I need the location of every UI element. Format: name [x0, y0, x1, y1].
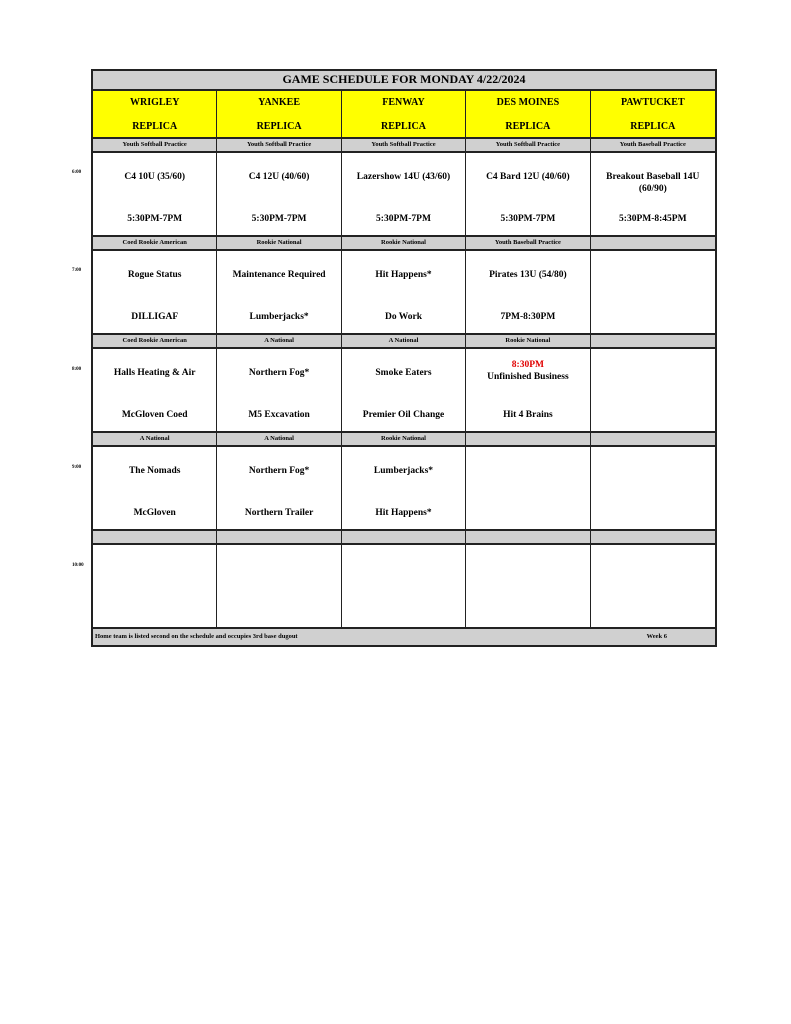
game-row: [91, 545, 717, 629]
game-cell: [217, 349, 341, 433]
game-cell: [93, 349, 217, 433]
home-team: Hit Happens*: [375, 508, 432, 518]
game-cell: [217, 153, 341, 237]
field-name: WRIGLEY: [129, 97, 180, 108]
division-label: Rookie National: [342, 433, 466, 447]
division-label-row: [91, 531, 717, 545]
division-label-row: [91, 335, 717, 349]
field-header-yankee: [217, 91, 341, 139]
field-header-row: [91, 91, 717, 139]
time-slots: [91, 139, 717, 629]
home-team: Premier Oil Change: [362, 410, 445, 420]
game-cell: [591, 545, 715, 629]
game-cell: [217, 447, 341, 531]
away-team: Smoke Eaters: [375, 368, 432, 378]
away-team: Lazershow 14U (43/60): [356, 172, 451, 182]
division-label: Youth Softball Practice: [466, 139, 590, 153]
division-label: [466, 531, 590, 545]
schedule-footer: [91, 629, 717, 647]
field-sub: REPLICA: [505, 121, 551, 132]
game-cell: [342, 447, 466, 531]
game-cell: [466, 349, 590, 433]
home-team: Lumberjacks*: [249, 312, 309, 322]
home-team: 5:30PM-7PM: [376, 214, 431, 224]
time-slot-label: 7:00: [72, 268, 82, 273]
home-team: DILLIGAF: [131, 312, 179, 322]
field-sub: REPLICA: [630, 121, 676, 132]
game-cell: [591, 153, 715, 237]
game-cell: [217, 251, 341, 335]
field-sub: REPLICA: [380, 121, 426, 132]
away-team: C4 Bard 12U (40/60): [486, 172, 570, 182]
away-team: Hit Happens*: [375, 270, 432, 280]
division-label: Rookie National: [217, 237, 341, 251]
away-team: Lumberjacks*: [373, 466, 434, 476]
field-name: PAWTUCKET: [620, 97, 685, 108]
away-team: Rogue Status: [127, 270, 182, 280]
division-label: [591, 237, 715, 251]
division-label: Youth Baseball Practice: [466, 237, 590, 251]
division-label: [217, 531, 341, 545]
game-cell: [342, 153, 466, 237]
away-team: Northern Fog*: [248, 466, 310, 476]
home-team: M5 Excavation: [248, 410, 310, 420]
game-cell: [591, 349, 715, 433]
division-label: Youth Softball Practice: [217, 139, 341, 153]
game-row: [91, 349, 717, 433]
game-cell: [93, 545, 217, 629]
division-label: [466, 433, 590, 447]
division-label-row: [91, 237, 717, 251]
home-team-note: Home team is listed second on the schedule and occupies 3rd base dugout: [95, 633, 298, 640]
week-label: Week 6: [646, 633, 667, 640]
game-cell: [466, 447, 590, 531]
division-label: A National: [217, 335, 341, 349]
home-team: Hit 4 Brains: [503, 410, 553, 420]
division-label-row: [91, 433, 717, 447]
division-label: Youth Baseball Practice: [591, 139, 715, 153]
game-cell: [93, 447, 217, 531]
game-cell: [93, 251, 217, 335]
home-team: 5:30PM-7PM: [127, 214, 183, 224]
game-cell: [466, 545, 590, 629]
division-label: [93, 531, 217, 545]
home-team: McGloven Coed: [121, 410, 188, 420]
division-label: A National: [217, 433, 341, 447]
game-row: [91, 251, 717, 335]
division-label: Coed Rookie American: [93, 237, 217, 251]
home-team: McGloven: [133, 508, 176, 518]
game-cell: [466, 251, 590, 335]
field-sub: REPLICA: [132, 121, 178, 132]
home-team: Northern Trailer: [244, 508, 314, 518]
time-slot-label: 9:00: [72, 465, 82, 470]
home-team: 5:30PM-7PM: [251, 214, 307, 224]
home-team: Do Work: [384, 312, 423, 322]
game-time-note: 8:30PM: [511, 360, 544, 370]
away-team: Maintenance Required: [232, 270, 326, 280]
division-label: Rookie National: [342, 237, 466, 251]
away-team: Breakout Baseball 14U (60/90): [606, 172, 700, 194]
away-team: The Nomads: [128, 466, 181, 476]
game-row: [91, 153, 717, 237]
division-label: Youth Softball Practice: [93, 139, 217, 153]
field-header-wrigley: [93, 91, 217, 139]
field-header-des-moines: [466, 91, 590, 139]
game-cell: [466, 153, 590, 237]
game-cell: [591, 251, 715, 335]
game-cell: [342, 251, 466, 335]
division-label: [591, 335, 715, 349]
time-slot-label: 6:00: [72, 170, 82, 175]
home-team: 7PM-8:30PM: [500, 312, 556, 322]
schedule-title: GAME SCHEDULE FOR MONDAY 4/22/2024: [91, 69, 717, 91]
field-header-fenway: [342, 91, 466, 139]
division-label: Rookie National: [466, 335, 590, 349]
field-sub: REPLICA: [256, 121, 302, 132]
game-cell: [591, 447, 715, 531]
division-label: [591, 433, 715, 447]
division-label-row: [91, 139, 717, 153]
away-team: C4 10U (35/60): [124, 172, 186, 182]
field-name: DES MOINES: [496, 97, 560, 108]
game-cell: [93, 153, 217, 237]
division-label: [342, 531, 466, 545]
game-cell: [217, 545, 341, 629]
away-team: Northern Fog*: [248, 368, 310, 378]
division-label: Coed Rookie American: [93, 335, 217, 349]
field-name: YANKEE: [258, 97, 301, 108]
game-cell: [342, 545, 466, 629]
division-label: A National: [342, 335, 466, 349]
division-label: [591, 531, 715, 545]
away-team: Pirates 13U (54/80): [489, 270, 567, 280]
schedule-sheet: [91, 69, 717, 647]
game-row: [91, 447, 717, 531]
field-name: FENWAY: [382, 97, 425, 108]
game-cell: [342, 349, 466, 433]
time-slot-label: 8:00: [72, 367, 82, 372]
away-team: C4 12U (40/60): [248, 172, 310, 182]
home-team: 5:30PM-8:45PM: [619, 214, 687, 224]
away-team: Unfinished Business: [487, 372, 569, 382]
time-slot-label: 10:00: [72, 563, 84, 568]
division-label: Youth Softball Practice: [342, 139, 466, 153]
home-team: 5:30PM-7PM: [500, 214, 556, 224]
field-header-pawtucket: [591, 91, 715, 139]
division-label: A National: [93, 433, 217, 447]
away-team: Halls Heating & Air: [113, 368, 196, 378]
